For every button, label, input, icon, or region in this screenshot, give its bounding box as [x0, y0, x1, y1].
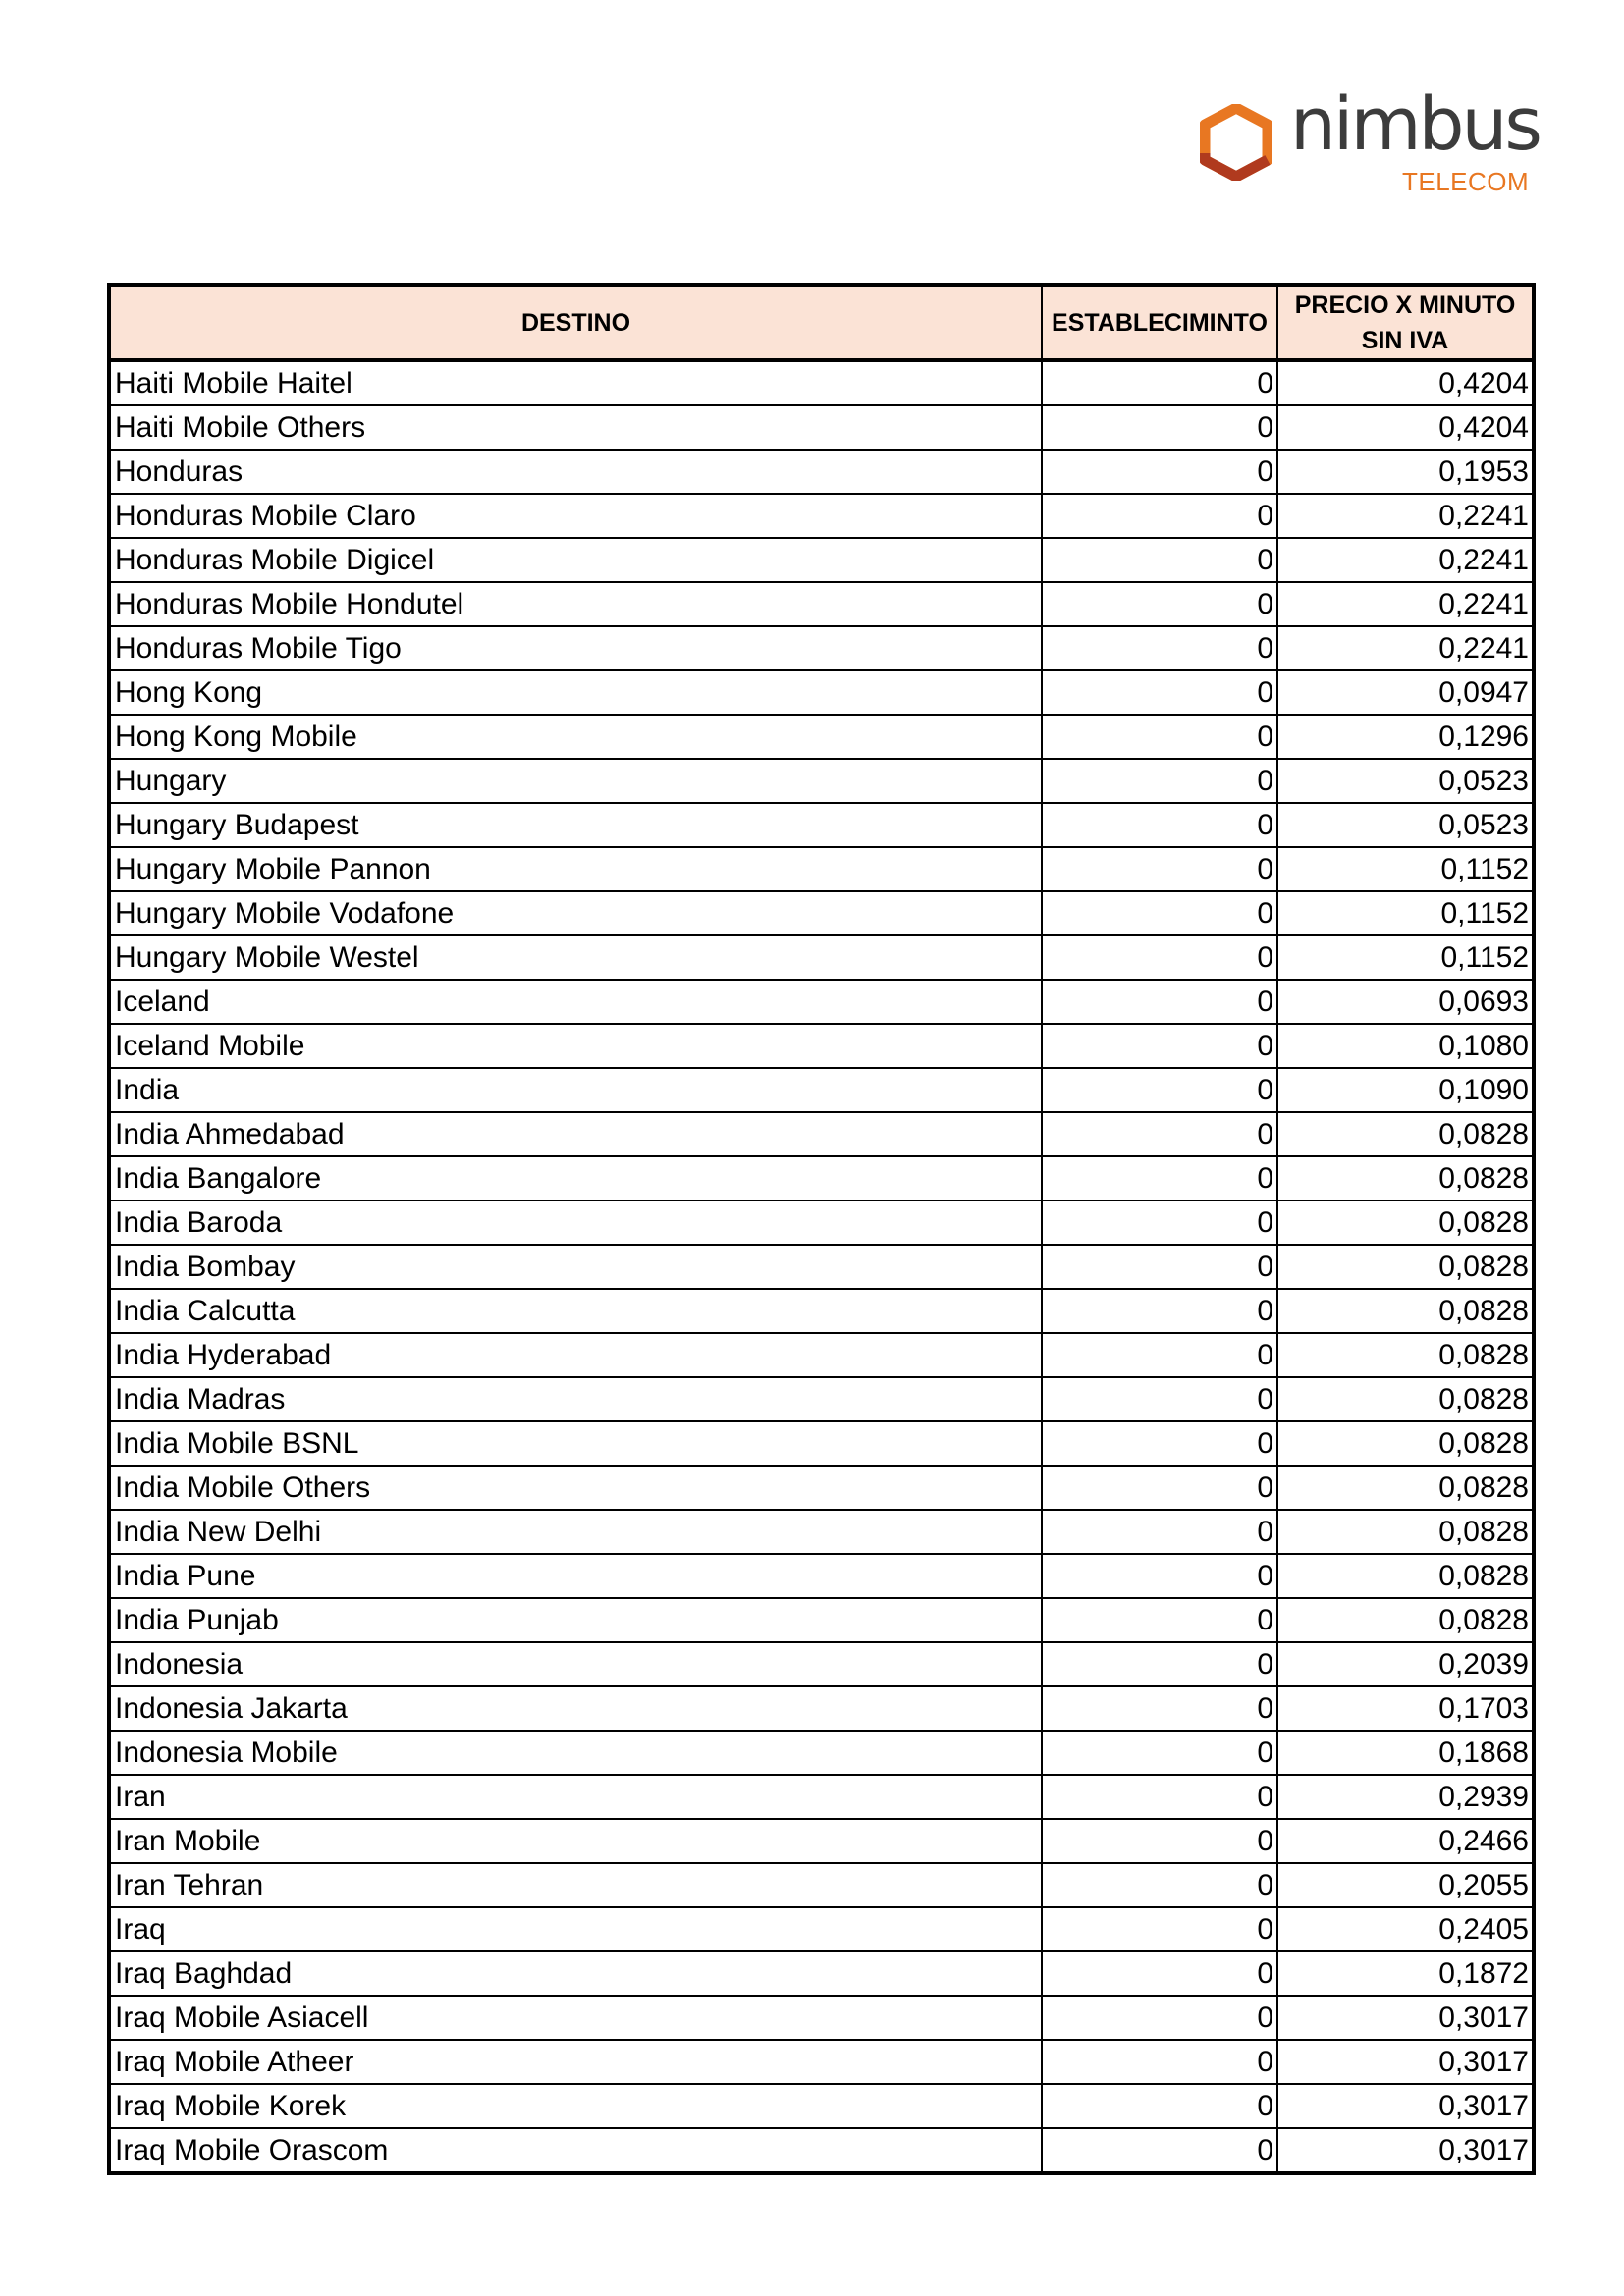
cell-precio: 0,0828	[1277, 1421, 1534, 1466]
cell-destino: Iceland Mobile	[109, 1024, 1042, 1068]
table-row	[109, 1289, 1534, 1333]
cell-establecimiento: 0	[1042, 1598, 1277, 1642]
cell-establecimiento: 0	[1042, 935, 1277, 980]
table-row	[109, 1201, 1534, 1245]
header-establecimiento: ESTABLECIMINTO	[1042, 285, 1277, 360]
cell-precio: 0,1152	[1277, 891, 1534, 935]
cell-destino: Hungary Budapest	[109, 803, 1042, 847]
cell-destino: Indonesia Jakarta	[109, 1686, 1042, 1731]
hexagon-logo-icon	[1200, 104, 1272, 181]
cell-establecimiento: 0	[1042, 670, 1277, 715]
table-row	[109, 935, 1534, 980]
cell-precio: 0,1953	[1277, 450, 1534, 494]
header-precio-line2: SIN IVA	[1361, 326, 1449, 354]
cell-establecimiento: 0	[1042, 1289, 1277, 1333]
cell-establecimiento: 0	[1042, 405, 1277, 450]
table-row	[109, 1863, 1534, 1907]
cell-establecimiento: 0	[1042, 450, 1277, 494]
cell-establecimiento: 0	[1042, 1024, 1277, 1068]
table-row	[109, 626, 1534, 670]
table-row	[109, 2084, 1534, 2128]
cell-establecimiento: 0	[1042, 1201, 1277, 1245]
cell-establecimiento: 0	[1042, 1466, 1277, 1510]
cell-destino: Honduras Mobile Digicel	[109, 538, 1042, 582]
cell-establecimiento: 0	[1042, 715, 1277, 759]
cell-destino: Honduras	[109, 450, 1042, 494]
cell-precio: 0,2466	[1277, 1819, 1534, 1863]
cell-establecimiento: 0	[1042, 1951, 1277, 1996]
cell-destino: India Madras	[109, 1377, 1042, 1421]
table-body	[109, 360, 1534, 2173]
cell-precio: 0,0828	[1277, 1377, 1534, 1421]
brand-subtitle: TELECOM	[1402, 167, 1530, 196]
header-destino: DESTINO	[109, 285, 1042, 360]
cell-precio: 0,2241	[1277, 582, 1534, 626]
cell-precio: 0,2055	[1277, 1863, 1534, 1907]
cell-establecimiento: 0	[1042, 1775, 1277, 1819]
cell-destino: India Mobile Others	[109, 1466, 1042, 1510]
cell-destino: India Pune	[109, 1554, 1042, 1598]
cell-destino: India	[109, 1068, 1042, 1112]
cell-establecimiento: 0	[1042, 1731, 1277, 1775]
cell-precio: 0,0828	[1277, 1598, 1534, 1642]
cell-destino: Honduras Mobile Tigo	[109, 626, 1042, 670]
cell-precio: 0,3017	[1277, 2128, 1534, 2173]
table-row	[109, 715, 1534, 759]
cell-destino: Iraq	[109, 1907, 1042, 1951]
table-header-row	[109, 285, 1534, 360]
table-row	[109, 1377, 1534, 1421]
table-row	[109, 759, 1534, 803]
cell-destino: Hungary Mobile Vodafone	[109, 891, 1042, 935]
cell-establecimiento: 0	[1042, 1907, 1277, 1951]
cell-destino: Hungary Mobile Westel	[109, 935, 1042, 980]
cell-establecimiento: 0	[1042, 1996, 1277, 2040]
table-row	[109, 450, 1534, 494]
cell-destino: Iraq Baghdad	[109, 1951, 1042, 1996]
cell-destino: Iraq Mobile Asiacell	[109, 1996, 1042, 2040]
cell-precio: 0,1296	[1277, 715, 1534, 759]
table-row	[109, 582, 1534, 626]
table-row	[109, 670, 1534, 715]
table-row	[109, 405, 1534, 450]
table-row	[109, 1907, 1534, 1951]
cell-destino: Indonesia Mobile	[109, 1731, 1042, 1775]
cell-precio: 0,3017	[1277, 2084, 1534, 2128]
cell-establecimiento: 0	[1042, 1156, 1277, 1201]
cell-precio: 0,0947	[1277, 670, 1534, 715]
cell-destino: Iran	[109, 1775, 1042, 1819]
brand-logo	[1200, 82, 1540, 196]
cell-destino: Hong Kong	[109, 670, 1042, 715]
cell-destino: Hong Kong Mobile	[109, 715, 1042, 759]
cell-precio: 0,2939	[1277, 1775, 1534, 1819]
cell-establecimiento: 0	[1042, 2040, 1277, 2084]
table-row	[109, 1775, 1534, 1819]
cell-establecimiento: 0	[1042, 1510, 1277, 1554]
table-row	[109, 847, 1534, 891]
cell-precio: 0,3017	[1277, 1996, 1534, 2040]
header-precio-line1: PRECIO X MINUTO	[1294, 291, 1516, 319]
cell-establecimiento: 0	[1042, 1554, 1277, 1598]
cell-establecimiento: 0	[1042, 2084, 1277, 2128]
table-row	[109, 360, 1534, 405]
cell-establecimiento: 0	[1042, 1642, 1277, 1686]
cell-precio: 0,0828	[1277, 1333, 1534, 1377]
table-row	[109, 1951, 1534, 1996]
cell-precio: 0,0828	[1277, 1201, 1534, 1245]
table-row	[109, 1554, 1534, 1598]
cell-precio: 0,3017	[1277, 2040, 1534, 2084]
cell-precio: 0,2241	[1277, 626, 1534, 670]
cell-precio: 0,1152	[1277, 935, 1534, 980]
cell-destino: India Punjab	[109, 1598, 1042, 1642]
cell-establecimiento: 0	[1042, 582, 1277, 626]
rates-table	[107, 283, 1536, 2175]
cell-establecimiento: 0	[1042, 803, 1277, 847]
cell-precio: 0,0828	[1277, 1466, 1534, 1510]
cell-destino: Iceland	[109, 980, 1042, 1024]
cell-destino: India New Delhi	[109, 1510, 1042, 1554]
cell-establecimiento: 0	[1042, 1819, 1277, 1863]
cell-precio: 0,2039	[1277, 1642, 1534, 1686]
cell-establecimiento: 0	[1042, 1112, 1277, 1156]
table-row	[109, 538, 1534, 582]
cell-establecimiento: 0	[1042, 1421, 1277, 1466]
cell-destino: Iraq Mobile Orascom	[109, 2128, 1042, 2173]
table-row	[109, 1245, 1534, 1289]
cell-establecimiento: 0	[1042, 1245, 1277, 1289]
cell-destino: India Bangalore	[109, 1156, 1042, 1201]
cell-establecimiento: 0	[1042, 1377, 1277, 1421]
cell-precio: 0,2241	[1277, 494, 1534, 538]
table-row	[109, 2040, 1534, 2084]
cell-destino: India Mobile BSNL	[109, 1421, 1042, 1466]
cell-establecimiento: 0	[1042, 1068, 1277, 1112]
cell-destino: India Calcutta	[109, 1289, 1042, 1333]
cell-precio: 0,0523	[1277, 759, 1534, 803]
cell-destino: Iran Mobile	[109, 1819, 1042, 1863]
cell-precio: 0,1080	[1277, 1024, 1534, 1068]
table-row	[109, 1068, 1534, 1112]
cell-destino: India Bombay	[109, 1245, 1042, 1289]
cell-precio: 0,4204	[1277, 360, 1534, 405]
cell-establecimiento: 0	[1042, 494, 1277, 538]
table-row	[109, 1731, 1534, 1775]
table-row	[109, 1333, 1534, 1377]
cell-establecimiento: 0	[1042, 2128, 1277, 2173]
cell-destino: Iraq Mobile Korek	[109, 2084, 1042, 2128]
table-row	[109, 494, 1534, 538]
cell-destino: Haiti Mobile Others	[109, 405, 1042, 450]
cell-precio: 0,4204	[1277, 405, 1534, 450]
table-row	[109, 1024, 1534, 1068]
cell-destino: India Hyderabad	[109, 1333, 1042, 1377]
cell-precio: 0,0828	[1277, 1156, 1534, 1201]
cell-establecimiento: 0	[1042, 360, 1277, 405]
cell-precio: 0,0828	[1277, 1245, 1534, 1289]
brand-name: nimbus	[1290, 82, 1540, 167]
cell-precio: 0,0828	[1277, 1554, 1534, 1598]
cell-precio: 0,1703	[1277, 1686, 1534, 1731]
cell-destino: Honduras Mobile Claro	[109, 494, 1042, 538]
cell-destino: Iraq Mobile Atheer	[109, 2040, 1042, 2084]
cell-establecimiento: 0	[1042, 1863, 1277, 1907]
cell-establecimiento: 0	[1042, 538, 1277, 582]
table-row	[109, 1466, 1534, 1510]
cell-destino: Haiti Mobile Haitel	[109, 360, 1042, 405]
table-row	[109, 1686, 1534, 1731]
cell-precio: 0,0828	[1277, 1289, 1534, 1333]
cell-establecimiento: 0	[1042, 891, 1277, 935]
cell-destino: Hungary Mobile Pannon	[109, 847, 1042, 891]
table-row	[109, 1819, 1534, 1863]
table-row	[109, 803, 1534, 847]
cell-precio: 0,2405	[1277, 1907, 1534, 1951]
table-row	[109, 1112, 1534, 1156]
cell-establecimiento: 0	[1042, 1686, 1277, 1731]
table-row	[109, 1996, 1534, 2040]
table-row	[109, 891, 1534, 935]
cell-destino: Indonesia	[109, 1642, 1042, 1686]
cell-precio: 0,0693	[1277, 980, 1534, 1024]
cell-destino: India Ahmedabad	[109, 1112, 1042, 1156]
cell-establecimiento: 0	[1042, 759, 1277, 803]
table-row	[109, 1510, 1534, 1554]
header-precio	[1277, 285, 1534, 360]
table-row	[109, 1156, 1534, 1201]
cell-precio: 0,2241	[1277, 538, 1534, 582]
cell-destino: Iran Tehran	[109, 1863, 1042, 1907]
table-row	[109, 980, 1534, 1024]
cell-destino: India Baroda	[109, 1201, 1042, 1245]
cell-precio: 0,0523	[1277, 803, 1534, 847]
cell-establecimiento: 0	[1042, 980, 1277, 1024]
table-row	[109, 1598, 1534, 1642]
cell-precio: 0,0828	[1277, 1510, 1534, 1554]
cell-precio: 0,1152	[1277, 847, 1534, 891]
table-row	[109, 1642, 1534, 1686]
cell-precio: 0,1872	[1277, 1951, 1534, 1996]
cell-establecimiento: 0	[1042, 1333, 1277, 1377]
table-row	[109, 2128, 1534, 2173]
cell-precio: 0,0828	[1277, 1112, 1534, 1156]
cell-destino: Hungary	[109, 759, 1042, 803]
cell-establecimiento: 0	[1042, 847, 1277, 891]
cell-establecimiento: 0	[1042, 626, 1277, 670]
cell-precio: 0,1090	[1277, 1068, 1534, 1112]
table-row	[109, 1421, 1534, 1466]
cell-destino: Honduras Mobile Hondutel	[109, 582, 1042, 626]
cell-precio: 0,1868	[1277, 1731, 1534, 1775]
